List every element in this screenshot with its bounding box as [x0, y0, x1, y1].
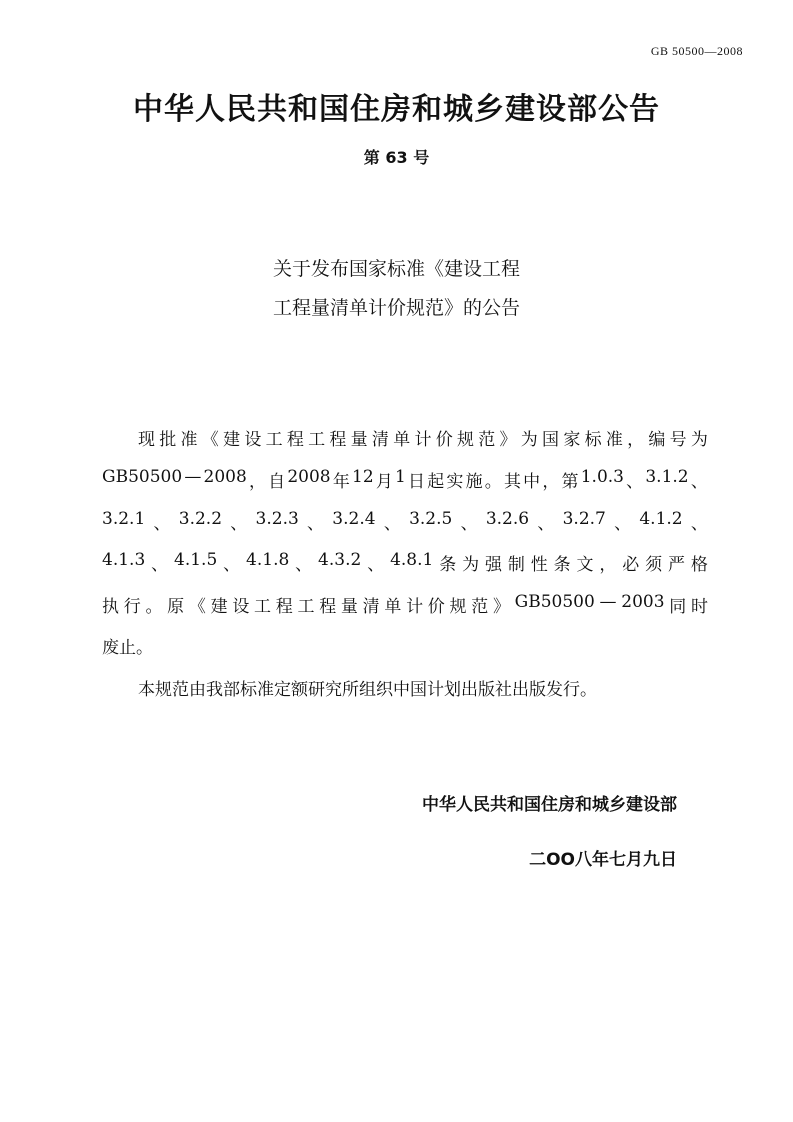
page-title: 中华人民共和国住房和城乡建设部公告: [133, 92, 660, 127]
body-line: 废止。: [102, 638, 153, 658]
announcement-number: 第 63 号: [363, 148, 430, 167]
signature-organization: 中华人民共和国住房和城乡建设部: [422, 795, 677, 815]
body-line: 3.2.1 、 3.2.2 、 3.2.3 、 3.2.4 、 3.2.5 、 3.2.6 、 3.2.7 、 4.1.2 、: [102, 509, 708, 534]
body-paragraph-2: 本规范由我部标准定额研究所组织中国计划出版社出版发行。: [138, 680, 597, 700]
body-line: 4.1.3 、 4.1.5 、 4.1.8 、 4.3.2 、 4.8.1 条 为 强 制 性 条 文 ， 必 须 严 格: [102, 550, 708, 575]
body-line: GB50500 — 2008 ， 自 2008 年 12 月 1 日 起 实 施 。 其 中 ， 第 1.0.3 、 3.1.2 、: [102, 467, 708, 492]
signature-date: 二OO八年七月九日: [529, 850, 677, 870]
subject-line-2: 工程量清单计价规范》的公告: [272, 297, 520, 319]
body-line: 执 行 。 原 《 建 设 工 程 工 程 量 清 单 计 价 规 范 》 GB50500 — 2003 同 时: [102, 592, 708, 617]
body-line: 现 批 准 《 建 设 工 程 工 程 量 清 单 计 价 规 范 》 为 国 家 标 准 ， 编 号 为: [138, 430, 708, 450]
subject-line-1: 关于发布国家标准《建设工程: [272, 258, 520, 280]
standard-code: GB 50500—2008: [650, 44, 743, 58]
